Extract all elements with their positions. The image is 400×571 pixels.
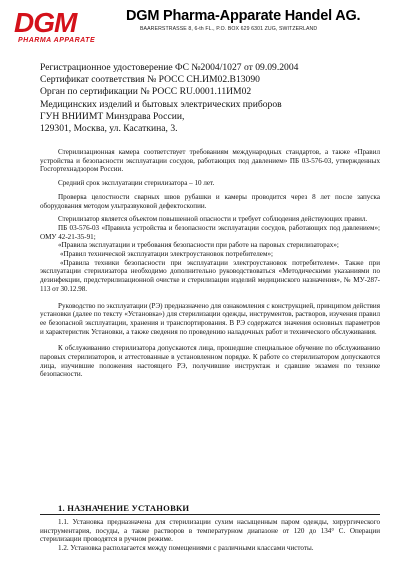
section-divider [40, 514, 380, 515]
logo-text: DGM [14, 7, 77, 38]
company-name: DGM Pharma-Apparate Handel AG. [126, 8, 361, 24]
paragraph-location: 1.2. Установка располагается между помещениями с различными классами чистоты. [58, 544, 314, 553]
certificate-line: Сертификат соответствия № РОСС CH.ИМ02.B13090 [40, 74, 260, 86]
institution-address-line: 129301, Москва, ул. Касаткина, 3. [40, 123, 178, 135]
paragraph-rule-electrical: «Правил технической эксплуатации электроустановок потребителем»; [60, 250, 273, 259]
paragraph-standards: Стерилизационная камера соответствует требованиям международных стандартов, а также «Правил устройства и безопасности эксплуатации сосудов, работающих под давлением» ПБ 03-576-03, утвержденных Госгортехнадзором России. [40, 148, 380, 174]
paragraph-personnel: К обслуживанию стерилизатора допускаются лица, прошедшие специальное обучение по обслуживанию паровых стерилизаторов, и аттестованные в установленном порядке. К работе со стерилизатором допускаются лица, изучившие положения настоящего РЭ, получившие инструктаж и сдавшие экзамен по технике безопасности. [40, 344, 380, 379]
paragraph-rule-pb: ПБ 03-576-03 «Правила устройства и безопасности эксплуатации сосудов, работающих под давлением»; ОМУ 42-21-35-91; [40, 223, 380, 241]
certification-body-line: Орган по сертификации № РОСС RU.0001.11ИМ02 [40, 86, 252, 98]
letterhead [0, 0, 400, 58]
section-heading: 1. НАЗНАЧЕНИЕ УСТАНОВКИ [58, 503, 190, 513]
paragraph-weld-inspection: Проверка целостности сварных швов рубашки и камеры проводится через 8 лет после запуска оборудования методом ультразвуковой дефектоскопии. [40, 192, 380, 210]
paragraph-manual-purpose: Руководство по эксплуатации (РЭ) предназначено для ознакомления с конструкцией, принципом действия установки (далее по тексту «Установка») для стерилизации одежды, инструментов, растворов, изучения правил ее безопасной эксплуатации, хранения и транспортирования. В РЭ содержатся значения основных параметров и характеристик Установки, а также сведения по проведению наладочных работ и технического обслуживания. [40, 301, 380, 336]
section-body [40, 518, 380, 553]
registration-block [40, 62, 380, 135]
certification-scope-line: Медицинских изделий и бытовых электрических приборов [40, 98, 282, 110]
paragraph-rule-sterilizers: «Правила эксплуатации и требования безопасности при работе на паровых стерилизаторах»; [58, 241, 339, 250]
company-address: BAARERSTRASSE 8, 6-th FL., P.O. BOX 629 6301 ZUG, SWITZERLAND [140, 26, 318, 32]
logo-subtitle: PHARMA APPARATE [18, 37, 96, 44]
institution-line: ГУН ВНИИМТ Минздрава России, [40, 110, 185, 122]
paragraph-rule-safety: «Правила техники безопасности при эксплуатации электроустановок потребителем». Также при эксплуатации стерилизатора необходимо дополнительно руководствоваться «Методическими указаниями по дезинфекции, предстерилизационной очистке и стерилизации изделий медицинского назначения», № МУ-287-113 от 30.12.98. [40, 258, 380, 293]
paragraph-hazard: Стерилизатор является объектом повышенной опасности и требует соблюдения действующих правил. [58, 215, 368, 224]
paragraph-purpose: 1.1. Установка предназначена для стерилизации сухим насыщенным паром одежды, хирургического инструментария, посуды, а также растворов в температурном диапазоне от 120 до 134° С. Операции стерилизации проводятся в ручном режиме. [40, 518, 380, 544]
registration-line: Регистрационное удостоверение ФС №2004/1027 от 09.09.2004 [40, 62, 299, 73]
paragraph-service-life: Средний срок эксплуатации стерилизатора – 10 лет. [58, 179, 215, 188]
dgm-logo [14, 8, 124, 48]
document-body [40, 148, 380, 384]
